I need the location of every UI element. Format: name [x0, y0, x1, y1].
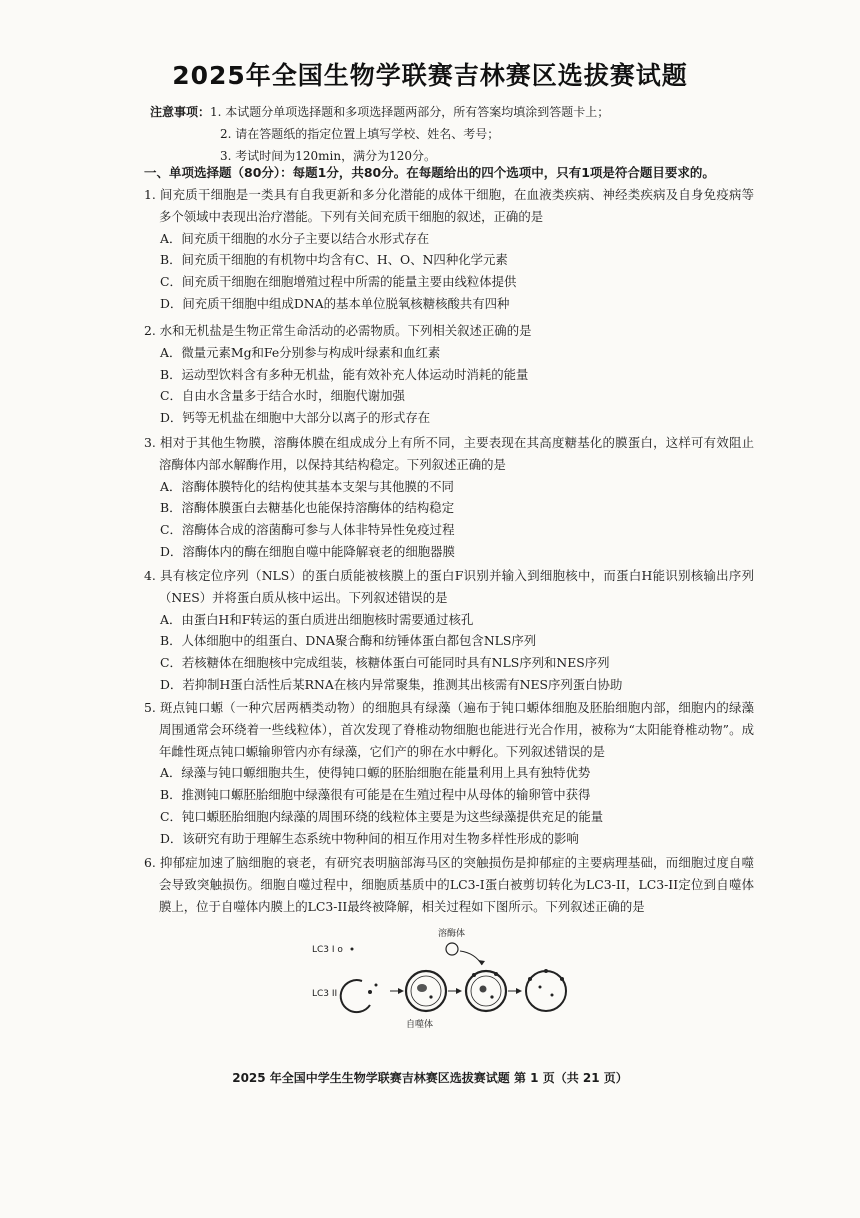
step-arrowhead	[456, 988, 462, 994]
question-4	[144, 565, 754, 696]
page-footer: 2025 年全国中学生生物学联赛吉林赛区选拔赛试题 第 1 页（共 21 页）	[232, 1071, 628, 1085]
option-d: D．该研究有助于理解生态系统中物种间的相互作用对生物多样性形成的影响	[160, 830, 579, 846]
page-title: 2025年全国生物学联赛吉林赛区选拔赛试题	[172, 61, 688, 90]
lc3i-dot	[351, 948, 354, 951]
lc3ii-label: LC3 II	[312, 989, 338, 999]
autolysosome-cargo	[480, 986, 487, 993]
phagophore	[341, 980, 370, 1012]
lysosome-arrowhead	[478, 960, 485, 965]
option-a: A．间充质干细胞的水分子主要以结合水形式存在	[160, 230, 430, 246]
question-5	[144, 697, 754, 850]
option-a: A．绿藻与钝口螈细胞共生，使得钝口螈的胚胎细胞在能量利用上具有独特优势	[160, 765, 591, 781]
membrane-dot	[544, 969, 548, 973]
question-stem: 4. 具有核定位序列（NLS）的蛋白质能被核膜上的蛋白F识别并输入到细胞核中，而蛋白H能识别核输出序列（NES）并将蛋白质从核中运出。下列叙述错误的是	[144, 568, 754, 605]
option-c: C．钝口螈胚胎细胞内绿藻的周围环绕的线粒体主要是为这些绿藻提供充足的能量	[160, 808, 604, 824]
option-c: C．溶酶体合成的溶菌酶可参与人体非特异性免疫过程	[160, 522, 455, 538]
option-b: B．推测钝口螈胚胎细胞中绿藻很有可能是在生殖过程中从母体的输卵管中获得	[160, 787, 591, 803]
lysosome-arrow	[460, 951, 482, 965]
question-stem: 1. 间充质干细胞是一类具有自我更新和多分化潜能的成体干细胞，在血液类疾病、神经类疾病及自身免疫病等多个领域中表现出治疗潜能。下列有关间充质干细胞的叙述，正确的是	[144, 187, 754, 224]
step-arrowhead	[516, 988, 522, 994]
cargo-dot	[375, 984, 378, 987]
option-b: B．运动型饮料含有多种无机盐，能有效补充人体运动时消耗的能量	[160, 366, 529, 382]
option-a: A．溶酶体膜特化的结构使其基本支架与其他膜的不同	[160, 478, 454, 494]
autophagy-diagram	[300, 925, 600, 1035]
cargo-dot	[429, 995, 432, 998]
question-stem: 5. 斑点钝口螈（一种穴居两栖类动物）的细胞具有绿藻（遍布于钝口螈体细胞及胚胎细胞内部，细胞内的绿藻周围通常会环绕着一些线粒体），首次发现了脊椎动物细胞也能进行光合作用，被称为“太阳能脊椎动物”。成年雌性斑点钝口螈输卵管内亦有绿藻，它们产的卵在水中孵化。下列叙述错误的是	[144, 700, 754, 759]
option-d: D．若抑制H蛋白活性后某RNA在核内异常聚集，推测其出核需有NES序列蛋白协助	[160, 676, 623, 692]
autophagosome-inner	[411, 976, 441, 1006]
question-stem: 2. 水和无机盐是生物正常生命活动的必需物质。下列相关叙述正确的是	[144, 323, 532, 338]
cargo-dot	[551, 994, 554, 997]
option-b: B．溶酶体膜蛋白去糖基化也能保持溶酶体的结构稳定	[160, 500, 455, 516]
degraded-vesicle	[526, 971, 566, 1011]
autophagosome-label: 自噬体	[406, 1020, 434, 1030]
note-item: 1. 本试题分单项选择题和多项选择题两部分，所有答案均填涂到答题卡上；	[210, 105, 610, 119]
notes-label: 注意事项：	[150, 105, 211, 119]
exam-notes	[150, 101, 609, 167]
option-a: A．由蛋白H和F转运的蛋白质进出细胞核时需要通过核孔	[160, 611, 474, 627]
note-item: 3. 考试时间为120min，满分为120分。	[220, 149, 437, 163]
cargo-dot	[490, 995, 493, 998]
autolysosome-outer	[466, 971, 506, 1011]
option-d: D．钙等无机盐在细胞中大部分以离子的形式存在	[160, 410, 431, 426]
option-c: C．自由水含量多于结合水时，细胞代谢加强	[160, 388, 405, 404]
question-3	[144, 432, 754, 563]
option-c: C．间充质干细胞在细胞增殖过程中所需的能量主要由线粒体提供	[160, 274, 517, 290]
autophagosome-cargo	[417, 984, 427, 992]
option-b: B．人体细胞中的组蛋白、DNA聚合酶和纺锤体蛋白都包含NLS序列	[160, 633, 537, 649]
note-item: 2. 请在答题纸的指定位置上填写学校、姓名、考号；	[220, 127, 500, 141]
membrane-dot	[494, 972, 498, 976]
autophagosome-outer	[406, 971, 446, 1011]
option-c: C．若核糖体在细胞核中完成组装，核糖体蛋白可能同时具有NLS序列和NES序列	[160, 655, 610, 671]
question-stem: 3. 相对于其他生物膜，溶酶体膜在组成成分上有所不同，主要表现在其高度糖基化的膜蛋白，这样可有效阻止溶酶体内部水解酶作用，以保持其结构稳定。下列叙述正确的是	[144, 435, 754, 472]
option-d: D．间充质干细胞中组成DNA的基本单位脱氧核糖核酸共有四种	[160, 295, 510, 311]
membrane-dot	[560, 977, 564, 981]
cargo-dot	[539, 986, 542, 989]
autolysosome-inner	[471, 976, 501, 1006]
step-arrowhead	[398, 988, 404, 994]
lysosome-label: 溶酶体	[438, 929, 466, 939]
option-d: D．溶酶体内的酶在细胞自噬中能降解衰老的细胞器膜	[160, 543, 455, 559]
question-1	[144, 184, 754, 315]
membrane-dot	[528, 977, 532, 981]
note-row	[150, 101, 609, 123]
question-2	[144, 320, 754, 429]
cargo-dot	[368, 990, 372, 994]
question-stem: 6. 抑郁症加速了脑细胞的衰老，有研究表明脑部海马区的突触损伤是抑郁症的主要病理基础，而细胞过度自噬会导致突触损伤。细胞自噬过程中，细胞质基质中的LC3-I蛋白被剪切转化为LC3-II，LC3-II定位到自噬体膜上，位于自噬体内膜上的LC3-II最终被降解，相关过程如下图所示。下列叙述正确的是	[144, 855, 754, 914]
question-6	[144, 852, 754, 917]
membrane-dot	[472, 973, 476, 977]
lysosome-circle	[446, 943, 458, 955]
option-a: A．微量元素Mg和Fe分别参与构成叶绿素和血红素	[160, 344, 441, 360]
option-b: B．间充质干细胞的有机物中均含有C、H、O、N四种化学元素	[160, 252, 508, 268]
lc3i-label: LC3 I o	[312, 945, 343, 955]
section-heading: 一、单项选择题（80分）：每题1分，共80分。在每题给出的四个选项中，只有1项是符合题目要求的。	[144, 165, 715, 180]
